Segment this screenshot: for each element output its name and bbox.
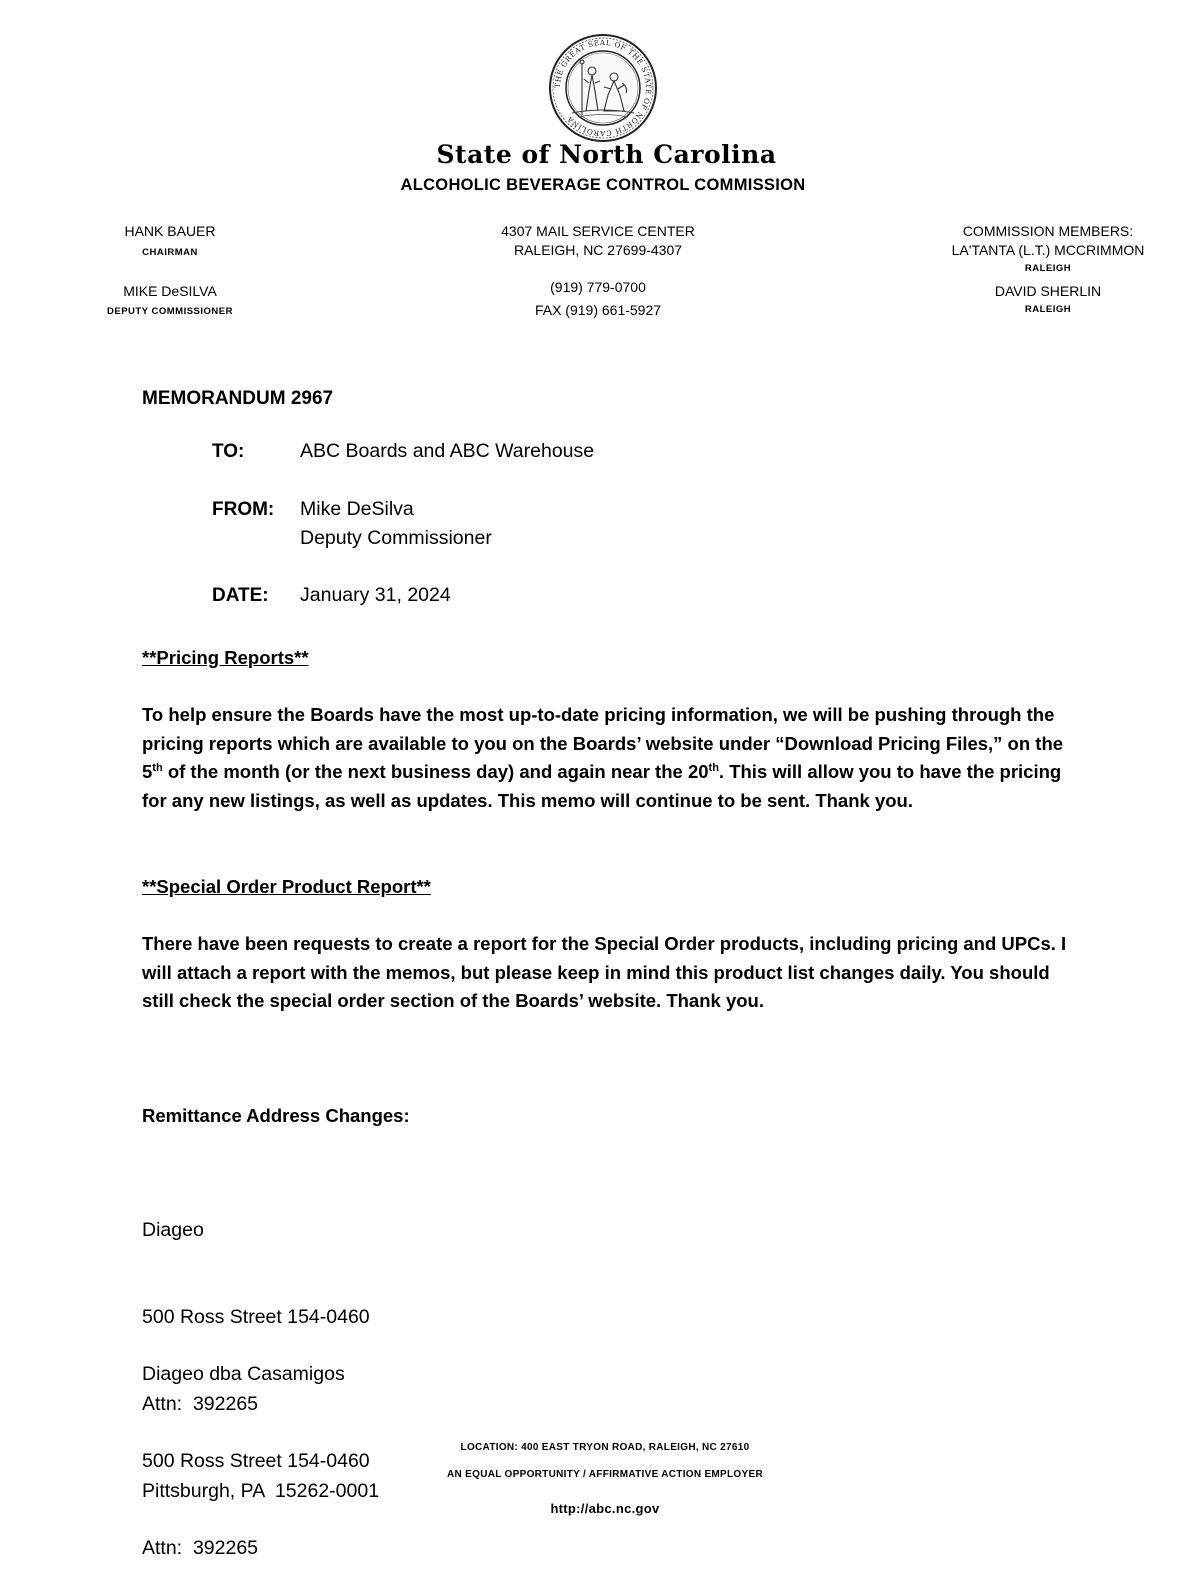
footer-eeo: AN EQUAL OPPORTUNITY / AFFIRMATIVE ACTION EMPLOYER	[447, 1469, 763, 1480]
member-1-name: LA'TANTA (L.T.) MCCRIMMON	[951, 242, 1145, 258]
address-line: Diageo dba Casamigos	[142, 1363, 345, 1385]
address-line: 500 Ross Street 154-0460	[142, 1450, 370, 1472]
from-name: Mike DeSilva	[300, 498, 414, 520]
address-line: 500 Ross Street 154-0460	[142, 1306, 370, 1328]
fax-number: FAX (919) 661-5927	[534, 302, 662, 318]
special-order-paragraph: There have been requests to create a report for the Special Order products, including pricing and UPCs. I will attach a report with the memos, but please keep in mind this product list changes daily. You should still check the special order section of the Boards’ website. Thank you.	[142, 933, 1067, 1012]
special-order-heading: **Special Order Product Report**	[142, 876, 431, 897]
state-title: State of North Carolina	[436, 140, 777, 169]
deputy-title: DEPUTY COMMISSIONER	[107, 306, 233, 317]
from-label: FROM:	[212, 499, 275, 520]
from-title: Deputy Commissioner	[300, 527, 492, 549]
member-1-city: RALEIGH	[1024, 263, 1072, 274]
agency-name: ALCOHOLIC BEVERAGE CONTROL COMMISSION	[400, 176, 806, 194]
phone-number: (919) 779-0700	[550, 279, 646, 295]
chairman-title: CHAIRMAN	[142, 247, 198, 258]
members-heading: COMMISSION MEMBERS:	[962, 223, 1134, 239]
to-label: TO:	[212, 441, 245, 462]
seal-text: THE GREAT SEAL OF THE STATE OF NORTH CAROLINA	[552, 37, 654, 139]
remittance-heading: Remittance Address Changes:	[142, 1105, 410, 1126]
mail-address-line1: 4307 MAIL SERVICE CENTER	[501, 223, 695, 239]
member-2-city: RALEIGH	[1024, 304, 1072, 315]
pricing-reports-heading: **Pricing Reports**	[142, 647, 309, 668]
address-line: Diageo	[142, 1219, 204, 1241]
member-2-name: DAVID SHERLIN	[994, 283, 1102, 299]
footer-url-link[interactable]: http://abc.nc.gov	[550, 1501, 660, 1516]
address-line: Attn: 392265	[142, 1393, 259, 1415]
state-seal-logo	[548, 33, 658, 143]
deputy-name: MIKE DeSILVA	[123, 283, 217, 299]
address-line: Pittsburgh, PA 15262-0001	[142, 1480, 380, 1502]
mail-address-line2: RALEIGH, NC 27699-4307	[513, 242, 683, 258]
date-value: January 31, 2024	[300, 584, 451, 606]
footer-location: LOCATION: 400 EAST TRYON ROAD, RALEIGH, NC 27610	[460, 1442, 750, 1453]
pricing-reports-paragraph: To help ensure the Boards have the most up-to-date pricing information, we will be pushing through the pricing reports which are available to you on the Boards’ website under “Download Pricing Files,” on the 5th of the month (or the next business day) and again near the 20th. This will allow you to have the pricing for any new listings, as well as updates. This memo will continue to be sent. Thank you.	[142, 704, 1064, 811]
date-label: DATE:	[212, 585, 269, 606]
to-value: ABC Boards and ABC Warehouse	[300, 440, 595, 462]
memo-title: MEMORANDUM 2967	[142, 388, 334, 409]
chairman-name: HANK BAUER	[124, 223, 216, 239]
address-line: Attn: 392265	[142, 1537, 259, 1559]
